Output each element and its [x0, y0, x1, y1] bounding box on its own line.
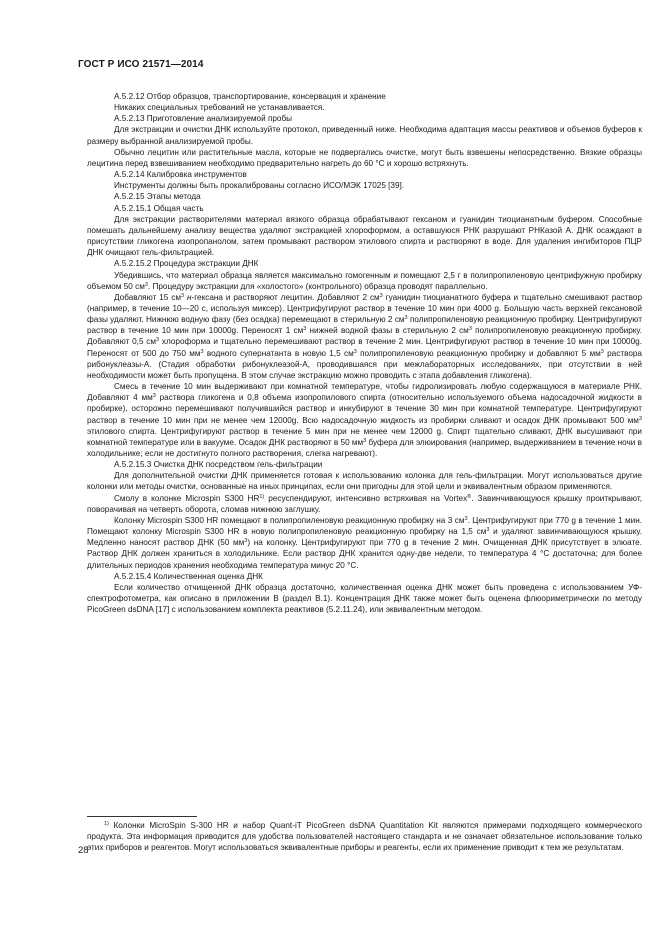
paragraph: Для дополнительной очистки ДНК применяется готовая к использованию колонка для гель-фильтрации. Могут использоваться другие колонки или методы очистки, основанные на иных принципах, если они пригодны для этой цели и эквивалентным образом применяются. — [87, 471, 642, 492]
paragraph: Для экстракции и очистки ДНК используйте протокол, приведенный ниже. Необходима адаптация массы реактивов и объемов буферов к размеру выбранной анализируемой пробы. — [87, 125, 642, 146]
paragraph: Для экстракции растворителями материал вязкого образца обрабатывают гексаном и гуанидин тиоцианатным буфером. Способные помешать дальнейшему анализу вещества удаляют экстракцией хлороформом, а оставшуюся РНК разрушают РНКазой А. ДНК осаждают в присутствии гликогена изопропанолом, затем промывают раствором этилового спирта и растворяют в воде. Для удаления ингибиторов ПЦР ДНК очищают гель-фильтрацией. — [87, 214, 642, 258]
section-heading: А.5.2.15.1 Общая часть — [114, 203, 204, 213]
paragraph: Колонку Microspin S300 HR помещают в полипропиленовую реакционную пробирку на 3 $см^3$. Центрифугируют при 770 g в течение 1 мин. Помещают колонку Microspin S300 HR в новую полипропиленовую реакционную пробирку на 1,5 $см^3$ и удаляют завинчивающуюся крышку. Медленно наносят раствор ДНК (50 $мм^3$) на колонку. Центрифугируют при 770 g в течение 2 мин. Очищенная ДНК присутствует в элюате. Раствор ДНК должен храниться в холодильнике. Если раствор ДНК хранится одну-две недели, то температура 4 °С достаточна; для более длительных периодов хранения необходима температура минус 20 °С. — [87, 515, 642, 570]
footnote-text: $^{1)}$ Колонки MicroSpin S-300 HR и набор Quant-iT PicoGreen dsDNA Quantitation Kit являются примерами подходящего коммерческого продукта. Эта информация приводится для удобства пользователей настоящего стандарта и не означает обязательное использование только этих приборов и реагентов. Могут использоваться эквивалентные приборы и реагенты, если их применение приводит к тем же результатам. — [87, 821, 642, 853]
standard-header: ГОСТ Р ИСО 21571—2014 — [78, 59, 204, 70]
paragraph: Никаких специальных требований не устанавливается. — [114, 103, 325, 113]
paragraph: Смолу в колонке Microspin S300 HR$^{1)}$ ресуспендируют, интенсивно встряхивая на Vortex®. Завинчивающуюся крышку проиткрывают, поворачивая на четверть оборота, сломав нижнюю заглушку. — [87, 493, 642, 514]
paragraph: Добавляют 15 $см^3$ н-гексана и растворяют лецитин. Добавляют 2 $см^3$ гуанидин тиоцианатного буфера и тщательно смешивают раствор (например, в течение 10—20 с, используя миксер). Центрифугируют раствор в течение 10 мин при 4000 g. Большую часть верхней гексановой фазы удаляют. Нижнюю водную фазу (без осадка) перемещают в стерильную 2 $см^3$ полипропиленовую реакционную пробирку. Центрифугируют раствор в течение 10 мин при 10000g. Переносят 1 $см^3$ нижней водной фазы в стерильную 2 $см^3$ полипропиленовую реакционную пробирку. Добавляют 0,5 $см^3$ хлороформа и тщательно перемешивают раствор в течение 2 мин. Центрифугируют раствор в течение 10 мин при 10000g. Переносят от 500 до 750 $мм^3$ водного супернатанта в новую 1,5 $см^3$ полипропиленовую реакционную пробирку и добавляют 5 $мм^3$ раствора рибонуклеазы-А. (Стадия обработки рибонуклеазой-А, проводившаяся при межлабораторных исследованиях, при отсутствии в ней необходимости может быть пропущена. В этом случае экстракцию можно проводить с этапа добавления гликогена). — [87, 292, 643, 380]
body-text — [87, 91, 642, 615]
page-number: 28 — [78, 845, 89, 856]
section-heading: А.5.2.14 Калибровка инструментов — [114, 170, 247, 180]
footnote-divider — [87, 816, 197, 817]
paragraph: Убедившись, что материал образца является максимально гомогенным и помещают 2,5 г в полипропиленовую центрифужную пробирку объемом 50 $см^3$. Процедуру экстракции для «холостого» (контрольного) образца проводят параллельно. — [87, 270, 642, 291]
section-heading: А.5.2.15.3 Очистка ДНК посредством гель-фильтрации — [114, 460, 323, 470]
section-heading: А.5.2.15.2 Процедура экстракции ДНК — [114, 259, 259, 269]
footnote — [87, 820, 642, 853]
paragraph: Инструменты должны быть прокалиброваны согласно ИСО/МЭК 17025 [39]. — [114, 181, 405, 191]
paragraph: Обычно лецитин или растительные масла, которые не подвергались очистке, могут быть взвешены непосредственно. Вязкие образцы лецитина перед взвешиванием необходимо предварительно нагреть до 60 °С и хорошо встряхнуть. — [87, 147, 642, 168]
paragraph: Если количество отчищенной ДНК образца достаточно, количественная оценка ДНК может быть проведена с использованием УФ-спектрофотометра, как описано в приложении В (раздел В.1). Концентрация ДНК также может быть оценена флюориметрически по методу PicoGreen dsDNA [17] с использованием комплекта реактивов (5.2.11.24), или эквивалентным методом. — [87, 582, 642, 615]
paragraph: Смесь в течение 10 мин выдерживают при комнатной температуре, чтобы гидролизировать любую содержащуюся в материале РНК. Добавляют 4 $мм^3$ раствора гликогена и 0,8 объема изопропилового спирта (относительно используемого объема надосадочной жидкости в пробирке), осторожно перемешивают получившийся раствор и инкубируют в течение 30 мин при комнатной температуре. Центрифугируют раствор в течение 10 мин при не менее чем 12000g. Всю надосадочную жидкость из пробирки сливают и осадок ДНК промывают 500 $мм^3$ этилового спирта. Центрифугируют раствор в течение 5 мин при не менее чем 12000 g. Спирт тщательно сливают, ДНК высушивают при комнатной температуре или в вакууме. Осадок ДНК растворяют в 50 $мм^3$ буфера для элюирования (например, выдерживанием в течение ночи в холодильнике; если не достигнуто полного растворения, слегка нагревают). — [87, 382, 642, 458]
section-heading: А.5.2.13 Приготовление анализируемой пробы — [114, 114, 293, 124]
section-heading: А.5.2.15 Этапы метода — [114, 192, 201, 202]
section-heading: А.5.2.15.4 Количественная оценка ДНК — [114, 571, 263, 581]
section-heading: А.5.2.12 Отбор образцов, транспортирование, консервация и хранение — [114, 92, 386, 101]
